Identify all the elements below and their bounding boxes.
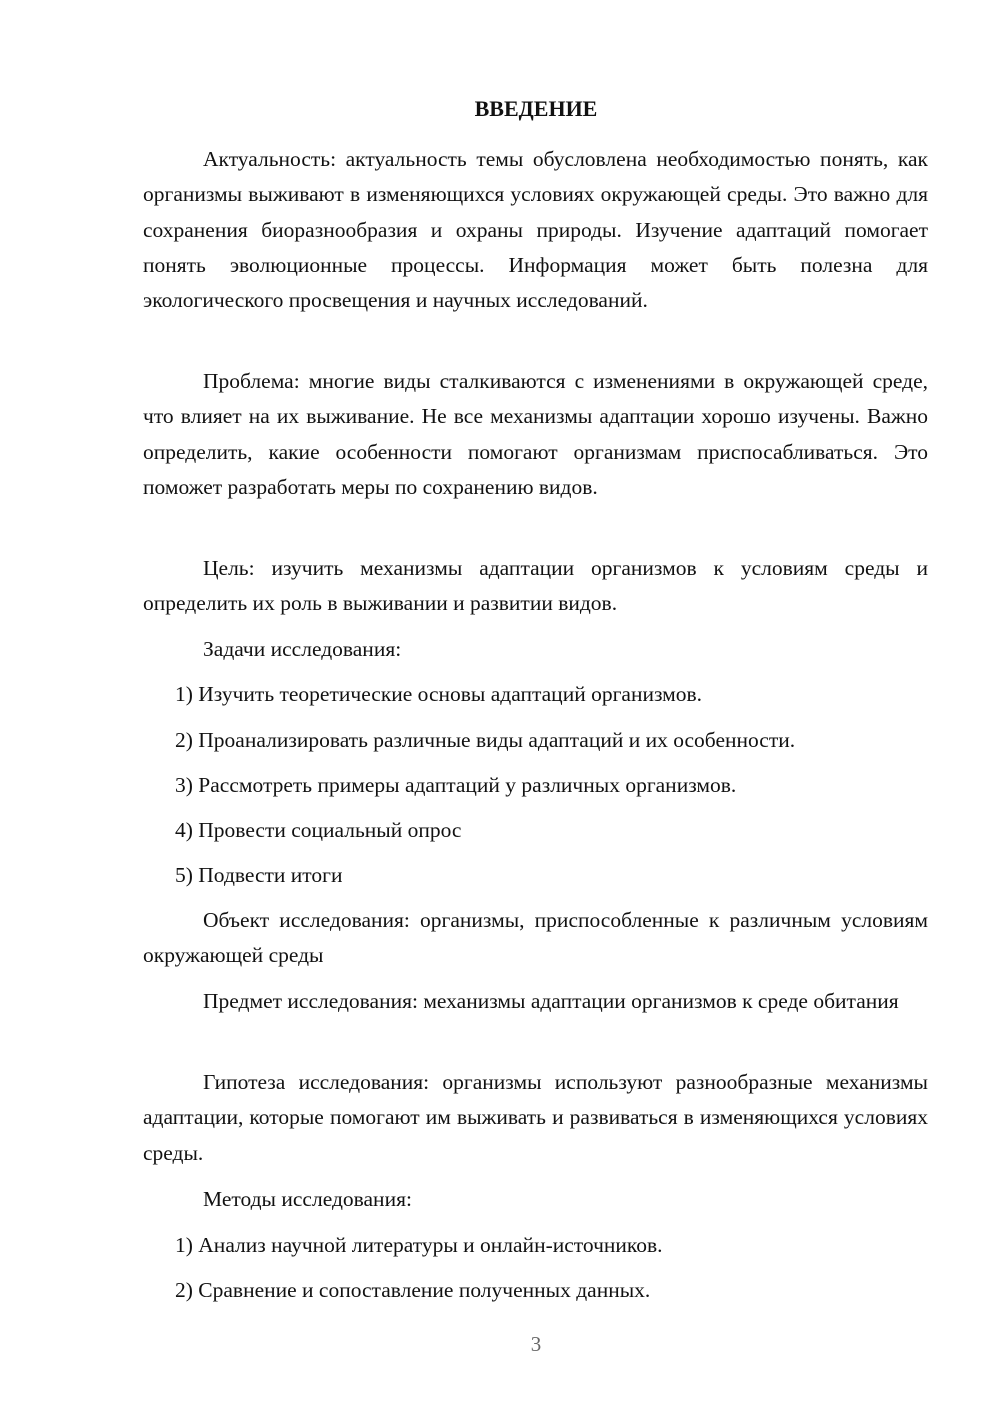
task-item: 3) Рассмотреть примеры адаптаций у различных организмов. bbox=[175, 773, 737, 797]
method-item: 1) Анализ научной литературы и онлайн-источников. bbox=[175, 1233, 663, 1257]
problem-paragraph: Проблема: многие виды сталкиваются с изменениями в окружающей среде, что влияет на их выживание. Не все механизмы адаптации хорошо изучены. Важно определить, какие особенности помогают организмам приспосабливаться. Это поможет разработать меры по сохранению видов. bbox=[143, 369, 928, 499]
relevance-paragraph: Актуальность: актуальность темы обусловлена необходимостью понять, как организмы выживают в изменяющихся условиях окружающей среды. Это важно для сохранения биоразнообразия и охраны природы. Изучение адаптаций помогает понять эволюционные процессы. Информация может быть полезна для экологического просвещения и научных исследований. bbox=[143, 147, 928, 313]
goal-paragraph: Цель: изучить механизмы адаптации организмов к условиям среды и определить их роль в выживании и развитии видов. bbox=[143, 556, 928, 616]
hypothesis-paragraph: Гипотеза исследования: организмы используют разнообразные механизмы адаптации, которые помогают им выживать и развиваться в изменяющихся условиях среды. bbox=[143, 1070, 928, 1165]
methods-heading: Методы исследования: bbox=[203, 1187, 412, 1211]
tasks-heading: Задачи исследования: bbox=[203, 637, 402, 661]
task-item: 1) Изучить теоретические основы адаптаций организмов. bbox=[175, 682, 703, 706]
task-item: 2) Проанализировать различные виды адаптаций и их особенности. bbox=[175, 728, 796, 752]
task-item: 5) Подвести итоги bbox=[175, 863, 343, 887]
object-paragraph: Объект исследования: организмы, приспособленные к различным условиям окружающей среды bbox=[143, 908, 928, 968]
page-title: ВВЕДЕНИЕ bbox=[474, 96, 598, 121]
page-number: 3 bbox=[530, 1332, 542, 1356]
task-item: 4) Провести социальный опрос bbox=[175, 818, 462, 842]
method-item: 2) Сравнение и сопоставление полученных данных. bbox=[175, 1278, 651, 1302]
subject-paragraph: Предмет исследования: механизмы адаптации организмов к среде обитания bbox=[203, 989, 899, 1013]
